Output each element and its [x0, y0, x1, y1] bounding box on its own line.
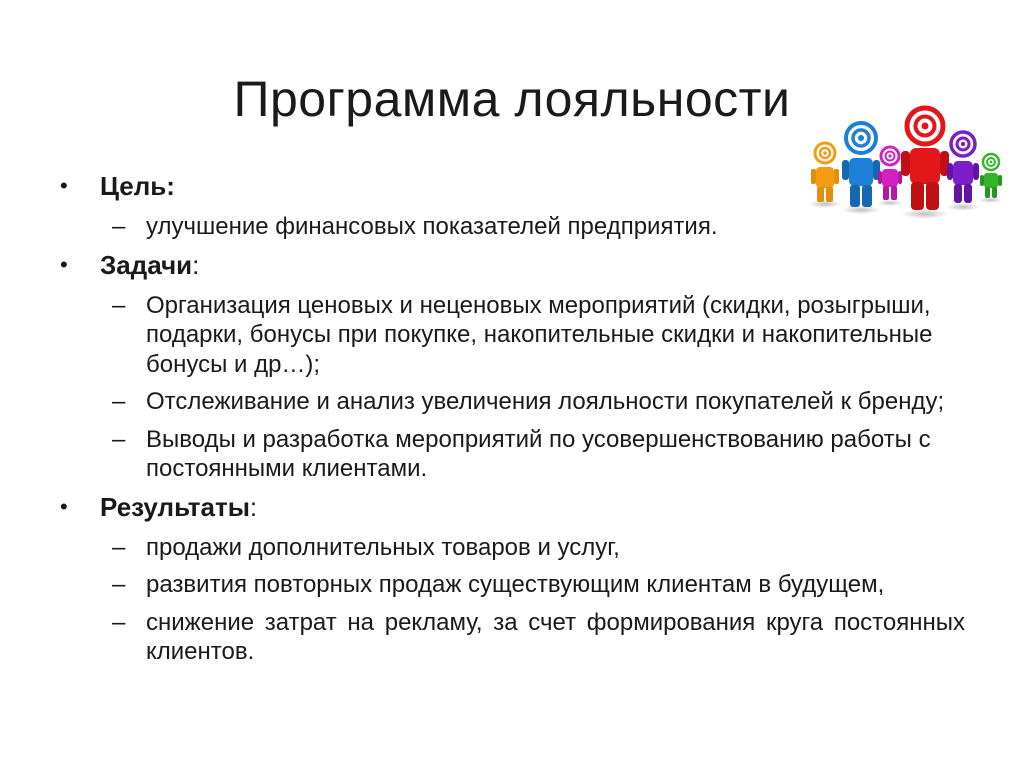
section-results: [60, 489, 965, 525]
sub-item: [60, 387, 965, 417]
slide-title: Программа лояльности: [233, 71, 791, 127]
dash-marker: –: [112, 388, 126, 415]
sub-item: [60, 425, 965, 484]
dash-marker: –: [112, 291, 126, 319]
sub-item-text: Выводы и разработка мероприятий по усовершенствованию работы с постоянными клиентами.: [146, 425, 931, 482]
sub-item-text: продажи дополнительных товаров и услуг,: [146, 533, 620, 561]
sub-item: [60, 608, 965, 667]
dash-marker: –: [112, 425, 126, 453]
sub-item-text: развития повторных продаж существующим клиентам в будущем,: [146, 571, 885, 598]
section-suffix: :: [192, 249, 200, 280]
sub-item-text: Отслеживание и анализ увеличения лояльности покупателей к бренду;: [146, 388, 945, 415]
section-tasks: [60, 247, 965, 283]
bullet-marker: •: [60, 173, 68, 198]
sub-item-text: снижение затрат на рекламу, за счет формирования круга постоянных клиентов.: [146, 608, 965, 665]
sub-item: [60, 291, 965, 380]
dash-marker: –: [112, 213, 126, 240]
dash-marker: –: [112, 533, 126, 561]
sub-item: [60, 212, 965, 242]
sub-item-text: Организация ценовых и неценовых мероприятий (скидки, розыгрыши, подарки, бонусы при покупке, накопительные скидки и накопительные бонусы и др…);: [146, 291, 933, 378]
sub-item: [60, 570, 965, 600]
bullet-marker: •: [60, 251, 68, 277]
section-heading: Результаты: [100, 491, 250, 522]
bullet-marker: •: [60, 493, 68, 519]
section-suffix: :: [249, 491, 258, 522]
sub-item: [60, 533, 965, 563]
section-heading: Задачи: [100, 249, 193, 280]
section-goal: [60, 168, 965, 204]
section-suffix: :: [166, 171, 175, 201]
green-person-icon: [979, 154, 1003, 203]
section-heading: Цель: [100, 171, 167, 201]
dash-marker: –: [112, 571, 126, 598]
dash-marker: –: [112, 608, 126, 636]
sub-item-text: улучшение финансовых показателей предприятия.: [146, 213, 718, 240]
bullet-list: [60, 168, 965, 671]
